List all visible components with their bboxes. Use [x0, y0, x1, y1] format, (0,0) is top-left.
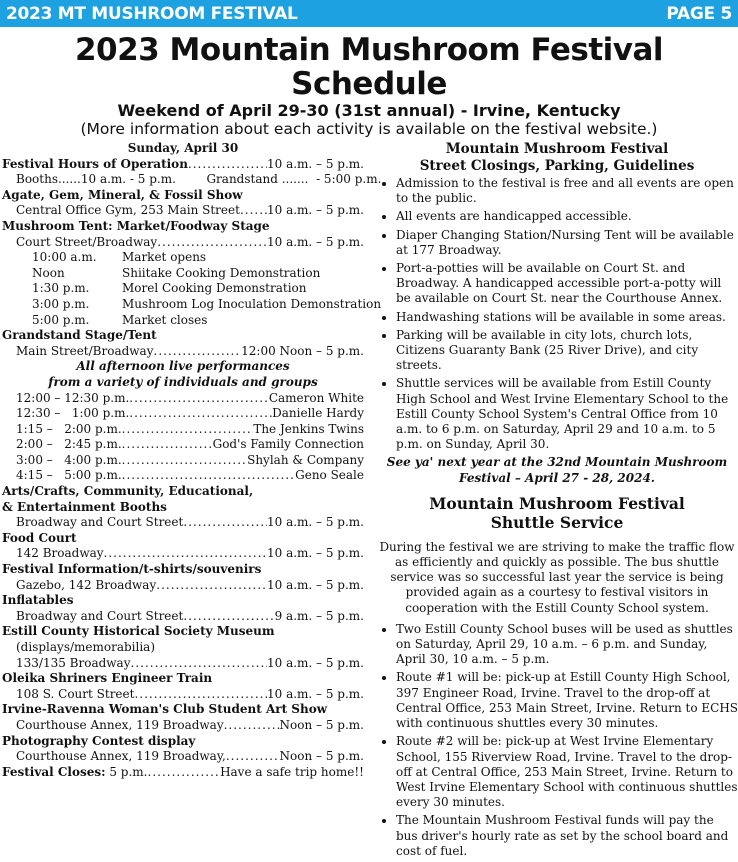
tent-schedule-item	[2, 313, 364, 329]
tent-heading: Mushroom Tent: Market/Foodway Stage	[2, 218, 270, 233]
closes-message: Have a safe trip home!!	[220, 764, 364, 779]
performance-time: 1:15 – 2:00 p.m.	[16, 421, 122, 436]
arts-heading-1: Arts/Crafts, Community, Educational,	[2, 484, 254, 499]
photo-row	[2, 749, 364, 765]
grandstand-note-1: All afternoon live performances	[76, 359, 290, 374]
list-item: • Shuttle services will be available from Estill County High School and West Irvine Elementary School to the Estill County School System's Central Office from 10 a.m. to 6 p.m. on Saturday, April 29 and 10 a.m. to 5 p.m. on Sunday, April 30.	[396, 376, 738, 452]
list-item: • Admission to the festival is free and all events are open to the public.	[396, 176, 738, 206]
info-column	[376, 141, 738, 862]
closings-heading-2: Street Closings, Parking, Guidelines	[419, 157, 695, 174]
art-row	[2, 718, 364, 734]
arts-row-label: Broadway and Court Street	[16, 515, 184, 530]
booths-label: Booths	[16, 172, 58, 187]
see-you-note: See ya' next year at the 32nd Mountain Mushroom Festival – April 27 - 28, 2024.	[386, 455, 728, 485]
booths-row: Booths......10 a.m. - 5 p.m. Grandstand ....... - 5:00 p.m.	[16, 172, 382, 187]
oleika-row-label: 108 S. Court Street	[16, 686, 135, 701]
grandstand-row-value: 12:00 Noon – 5 p.m.	[241, 343, 364, 358]
info-row	[2, 578, 364, 594]
food-row	[2, 546, 364, 562]
inflatables-row-label: Broadway and Court Street	[16, 608, 184, 623]
grandstand-row-label: Main Street/Broadway	[16, 343, 154, 358]
grandstand-time: - 5:00 p.m.	[316, 172, 382, 187]
photo-heading: Photography Contest display	[2, 733, 196, 748]
grandstand-heading: Grandstand Stage/Tent	[2, 328, 157, 343]
closes-label: Festival Closes:	[2, 764, 106, 779]
agate-row	[2, 203, 364, 219]
inflatables-row	[2, 609, 364, 625]
performance-time: 12:00 – 12:30 p.m.	[16, 390, 130, 405]
page-banner	[0, 0, 738, 27]
page-subtitle: Weekend of April 29-30 (31st annual) - Irvine, Kentucky	[117, 101, 621, 120]
item-time: 3:00 p.m.	[32, 296, 90, 311]
performance-item	[2, 453, 364, 469]
day-heading: Sunday, April 30	[127, 141, 239, 155]
shuttle-heading-1: Mountain Mushroom Festival	[429, 493, 685, 513]
tent-schedule-item	[2, 266, 364, 282]
hours-row-label: Festival Hours of Operation	[2, 156, 188, 171]
tent-schedule-item	[2, 281, 364, 297]
hours-row-value: 10 a.m. – 5 p.m.	[266, 156, 364, 171]
item-event: Market closes	[122, 312, 208, 327]
food-row-value: 10 a.m. – 5 p.m.	[266, 546, 364, 561]
hours-row	[2, 157, 364, 173]
food-row-label: 142 Broadway	[16, 546, 104, 561]
item-time: 1:30 p.m.	[32, 281, 90, 296]
list-item: • Handwashing stations will be available in some areas.	[396, 310, 738, 325]
oleika-heading: Oleika Shriners Engineer Train	[2, 671, 213, 686]
tent-row-value: 10 a.m. – 5 p.m.	[266, 234, 364, 249]
art-heading: Irvine-Ravenna Woman's Club Student Art Show	[2, 702, 328, 717]
performance-time: 2:00 – 2:45 p.m.	[16, 437, 122, 452]
item-event: Mushroom Log Inoculation Demonstration	[122, 296, 382, 311]
performer-name: The Jenkins Twins	[253, 421, 364, 436]
agate-heading: Agate, Gem, Mineral, & Fossil Show	[2, 187, 243, 202]
grandstand-row	[2, 344, 364, 360]
item-event: Market opens	[122, 250, 207, 265]
list-item: • All events are handicapped accessible.	[396, 209, 738, 224]
agate-row-value: 10 a.m. – 5 p.m.	[266, 203, 364, 218]
tent-schedule-item	[2, 296, 382, 313]
oleika-row	[2, 687, 364, 703]
item-time: 5:00 p.m.	[32, 312, 90, 327]
performance-item	[2, 406, 364, 422]
agate-row-label: Central Office Gym, 253 Main Street	[16, 203, 240, 218]
booths-time: 10 a.m. - 5 p.m.	[80, 172, 176, 187]
performance-time: 12:30 – 1:00 p.m.	[16, 406, 130, 421]
performer-name: Geno Seale	[295, 468, 364, 483]
item-event: Shiitake Cooking Demonstration	[122, 265, 321, 280]
list-item: • Route #2 will be: pick-up at West Irvine Elementary School, 155 Riverview Road, Irvine. Travel to the drop-off at Central Office, 253 Main Street, Irvine. Return to West Irvine Elementary School with continuous shuttles every 30 minutes.	[396, 734, 738, 810]
info-row-label: Gazebo, 142 Broadway	[16, 577, 157, 592]
list-item: • Port-a-potties will be available on Court St. and Broadway. A handicapped accessible port-a-potty will be available on Court St. near the Courthouse Annex.	[396, 261, 738, 307]
list-item: • The Mountain Mushroom Festival funds will pay the bus driver's hourly rate as set by the school board and cost of fuel.	[396, 813, 738, 859]
tent-row-label: Court Street/Broadway	[16, 234, 158, 249]
museum-row-value: 10 a.m. – 5 p.m.	[266, 655, 364, 670]
grandstand-label: Grandstand	[206, 172, 278, 187]
art-row-label: Courthouse Annex, 119 Broadway	[16, 717, 224, 732]
shuttle-paragraph: During the festival we are striving to make the traffic flow as efficiently and quickly as possible. The bus shuttle service was so successful last year the service is being provided again as a courtesy to festival visitors in cooperation with the Estill County School system.	[379, 539, 735, 615]
museum-sub: (displays/memorabilia)	[16, 640, 156, 654]
food-heading: Food Court	[2, 530, 77, 545]
inflatables-row-value: 9 a.m. – 5 p.m.	[274, 608, 364, 623]
inflatables-heading: Inflatables	[2, 593, 74, 608]
list-item: • Route #1 will be: pick-up at Estill County High School, 397 Engineer Road, Irvine. Travel to the drop-off at Central Office, 253 Main Street, Irvine. Return to ECHS with continuous shuttles every 30 minutes.	[396, 670, 738, 731]
closes-row	[2, 765, 364, 781]
shuttle-heading-2: Shuttle Service	[490, 512, 624, 532]
photo-row-label: Courthouse Annex, 119 Broadway,	[16, 749, 226, 764]
closings-heading-1: Mountain Mushroom Festival	[445, 141, 669, 157]
schedule-column	[0, 141, 382, 862]
page-number: PAGE 5	[666, 3, 732, 24]
arts-row-value: 10 a.m. – 5 p.m.	[266, 515, 364, 530]
shuttle-list	[376, 622, 738, 859]
photo-row-value: Noon – 5 p.m.	[279, 749, 364, 764]
closes-time: 5 p.m.	[109, 764, 148, 779]
banner-title: 2023 MT MUSHROOM FESTIVAL	[6, 3, 298, 24]
page-subnote: (More information about each activity is available on the festival website.)	[80, 120, 658, 138]
list-item: • Parking will be available in city lots, church lots, Citizens Guaranty Bank (25 River Drive), and city streets.	[396, 328, 738, 374]
performance-item	[2, 468, 364, 484]
performance-item	[2, 422, 364, 438]
performer-name: Shylah & Company	[247, 452, 364, 467]
tent-schedule-item	[2, 250, 364, 266]
museum-row	[2, 656, 364, 672]
page-title: 2023 Mountain Mushroom Festival Schedule	[74, 32, 664, 102]
arts-row	[2, 515, 364, 531]
item-time: Noon	[32, 265, 65, 280]
performance-item	[2, 437, 364, 453]
closings-list	[376, 176, 738, 452]
performance-item	[2, 391, 364, 407]
performance-time: 4:15 – 5:00 p.m.	[16, 468, 122, 483]
info-heading: Festival Information/t-shirts/souvenirs	[2, 562, 262, 577]
performer-name: Danielle Hardy	[272, 406, 364, 421]
performer-name: God's Family Connection	[212, 437, 364, 452]
museum-row-label: 133/135 Broadway	[16, 655, 131, 670]
arts-heading-2: & Entertainment Booths	[2, 499, 167, 514]
art-row-value: Noon – 5 p.m.	[279, 717, 364, 732]
item-event: Morel Cooking Demonstration	[122, 281, 307, 296]
list-item: • Two Estill County School buses will be used as shuttles on Saturday, April 29, 10 a.m. – 6 p.m. and Sunday, April 30, 10 a.m. – 5 p.m.	[396, 622, 738, 668]
list-item: • Diaper Changing Station/Nursing Tent will be available at 177 Broadway.	[396, 228, 738, 258]
performance-time: 3:00 – 4:00 p.m.	[16, 452, 122, 467]
item-time: 10:00 a.m.	[32, 250, 97, 265]
tent-row	[2, 235, 364, 251]
info-row-value: 10 a.m. – 5 p.m.	[266, 577, 364, 592]
performer-name: Cameron White	[268, 390, 364, 405]
museum-heading: Estill County Historical Society Museum	[2, 624, 275, 639]
oleika-row-value: 10 a.m. – 5 p.m.	[266, 686, 364, 701]
grandstand-note-2: from a variety of individuals and groups	[48, 374, 318, 389]
